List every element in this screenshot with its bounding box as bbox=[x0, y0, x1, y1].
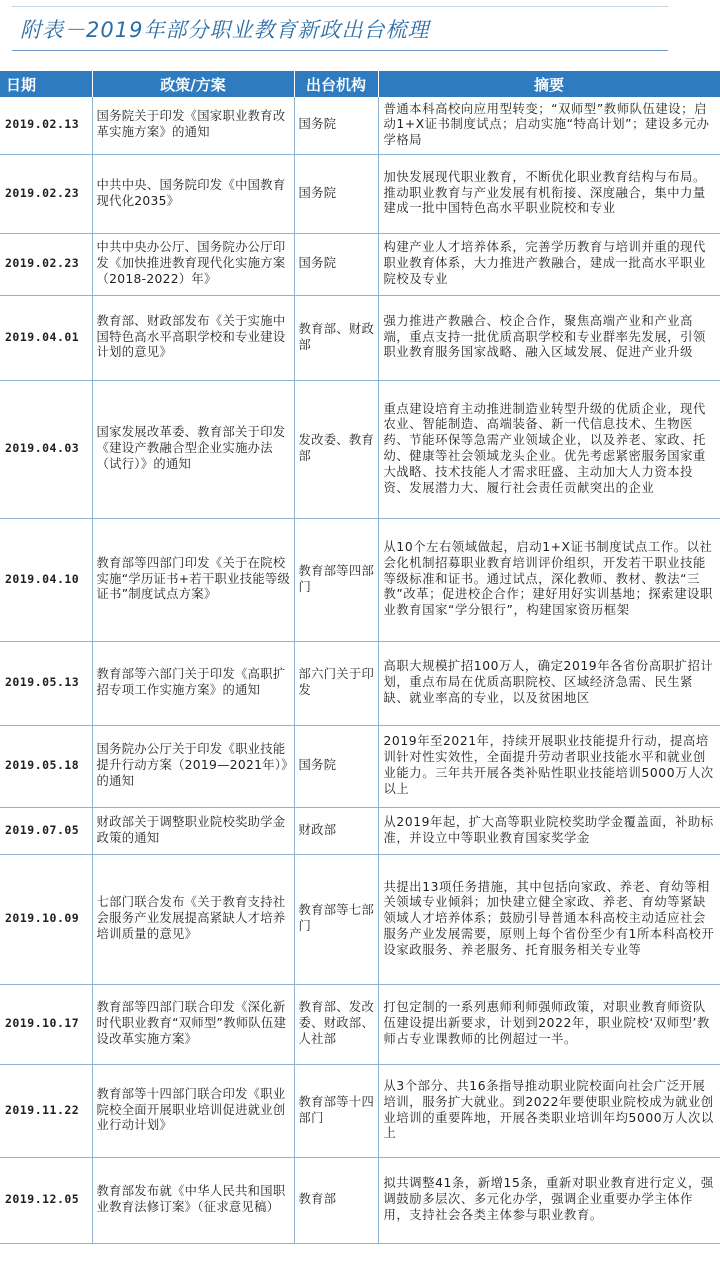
row-org: 教育部、发改委、财政部、人社部 bbox=[294, 984, 378, 1064]
row-date: 2019.07.05 bbox=[0, 807, 92, 854]
row-summary: 加快发展现代职业教育，不断优化职业教育结构与布局。推动职业教育与产业发展有机衔接、深度融合，集中力量建成一批中国特色高水平职业院校和专业 bbox=[378, 154, 720, 233]
table-row bbox=[0, 154, 720, 233]
table-row bbox=[0, 641, 720, 725]
table-row bbox=[0, 1157, 720, 1243]
row-summary: 普通本科高校向应用型转变；“双师型”教师队伍建设；启动1+X证书制度试点；启动实施“特高计划”；建设多元办学格局 bbox=[378, 97, 720, 154]
table-row bbox=[0, 295, 720, 380]
row-policy: 财政部关于调整职业院校奖助学金政策的通知 bbox=[92, 807, 294, 854]
table-row bbox=[0, 1064, 720, 1157]
row-date: 2019.10.09 bbox=[0, 854, 92, 984]
row-org: 国务院 bbox=[294, 725, 378, 807]
row-date: 2019.10.17 bbox=[0, 984, 92, 1064]
row-date: 2019.04.03 bbox=[0, 380, 92, 518]
row-date: 2019.04.10 bbox=[0, 518, 92, 641]
page-title: 附表－2019年部分职业教育新政出台梳理 bbox=[20, 18, 430, 42]
row-date: 2019.11.22 bbox=[0, 1064, 92, 1157]
row-date: 2019.12.05 bbox=[0, 1157, 92, 1243]
row-summary: 打包定制的一系列惠师利师强师政策，对职业教育师资队伍建设提出新要求，计划到2022年，职业院校‘双师型’教师占专业课教师的比例超过一半。 bbox=[378, 984, 720, 1064]
row-policy: 教育部等四部门联合印发《深化新时代职业教育“双师型”教师队伍建设改革实施方案》 bbox=[92, 984, 294, 1064]
row-summary: 从3个部分、共16条指导推动职业院校面向社会广泛开展培训，服务扩大就业。到2022年要使职业院校成为就业创业培训的重要阵地，开展各类职业培训年均5000万人次以上 bbox=[378, 1064, 720, 1157]
row-policy: 教育部等十四部门联合印发《职业院校全面开展职业培训促进就业创业行动计划》 bbox=[92, 1064, 294, 1157]
row-date: 2019.05.13 bbox=[0, 641, 92, 725]
header-policy: 政策/方案 bbox=[92, 71, 294, 97]
row-org: 国务院 bbox=[294, 154, 378, 233]
table-row bbox=[0, 97, 720, 154]
row-policy: 国务院关于印发《国家职业教育改革实施方案》的通知 bbox=[92, 97, 294, 154]
row-policy: 国家发展改革委、教育部关于印发《建设产教融合型企业实施办法（试行）》的通知 bbox=[92, 380, 294, 518]
row-summary: 2019年至2021年，持续开展职业技能提升行动，提高培训针对性实效性，全面提升劳动者职业技能水平和就业创业能力。三年共开展各类补贴性职业技能培训5000万人次以上 bbox=[378, 725, 720, 807]
row-policy: 中共中央办公厅、国务院办公厅印发《加快推进教育现代化实施方案（2018-2022）年》 bbox=[92, 233, 294, 295]
row-policy: 七部门联合发布《关于教育支持社会服务产业发展提高紧缺人才培养培训质量的意见》 bbox=[92, 854, 294, 984]
row-policy: 教育部等六部门关于印发《高职扩招专项工作实施方案》的通知 bbox=[92, 641, 294, 725]
row-summary: 构建产业人才培养体系，完善学历教育与培训并重的现代职业教育体系，大力推进产教融合，建成一批高水平职业院校及专业 bbox=[378, 233, 720, 295]
policy-table bbox=[0, 71, 720, 1244]
row-org: 教育部等四部门 bbox=[294, 518, 378, 641]
table-row bbox=[0, 725, 720, 807]
row-org: 发改委、教育部 bbox=[294, 380, 378, 518]
row-policy: 教育部发布就《中华人民共和国职业教育法修订案》（征求意见稿） bbox=[92, 1157, 294, 1243]
row-org: 教育部、财政部 bbox=[294, 295, 378, 380]
row-org: 教育部 bbox=[294, 1157, 378, 1243]
row-date: 2019.02.23 bbox=[0, 154, 92, 233]
row-summary: 高职大规模扩招100万人，确定2019年各省份高职扩招计划，重点布局在优质高职院校、区域经济急需、民生紧缺、就业率高的专业，以及贫困地区 bbox=[378, 641, 720, 725]
row-summary: 从2019年起，扩大高等职业院校奖助学金覆盖面，补助标准，并设立中等职业教育国家奖学金 bbox=[378, 807, 720, 854]
row-date: 2019.02.23 bbox=[0, 233, 92, 295]
row-summary: 共提出13项任务措施，其中包括向家政、养老、育幼等相关领域专业倾斜；加快建立健全家政、养老、育幼等紧缺领域人才培养体系；鼓励引导普通本科高校主动适应社会服务产业发展需要，原则上每个省份至少有1所本科高校开设家政服务、养老服务、托育服务相关专业等 bbox=[378, 854, 720, 984]
row-policy: 国务院办公厅关于印发《职业技能提升行动方案（2019—2021年）》的通知 bbox=[92, 725, 294, 807]
header-org: 出台机构 bbox=[294, 71, 378, 97]
table-row bbox=[0, 854, 720, 984]
row-date: 2019.05.18 bbox=[0, 725, 92, 807]
table-row bbox=[0, 807, 720, 854]
table-row bbox=[0, 233, 720, 295]
row-policy: 教育部等四部门印发《关于在院校实施“学历证书+若干职业技能等级证书”制度试点方案》 bbox=[92, 518, 294, 641]
table-row bbox=[0, 984, 720, 1064]
header-summary: 摘要 bbox=[378, 71, 720, 97]
table-header-row bbox=[0, 71, 720, 97]
row-org: 部六门关于印发 bbox=[294, 641, 378, 725]
row-policy: 教育部、财政部发布《关于实施中国特色高水平高职学校和专业建设计划的意见》 bbox=[92, 295, 294, 380]
row-summary: 从10个左右领域做起，启动1+X证书制度试点工作。以社会化机制招募职业教育培训评价组织，开发若干职业技能等级标准和证书。通过试点，深化教师、教材、教法“三教”改革；促进校企合作；建好用好实训基地；探索建设职业教育国家“学分银行”，构建国家资历框架 bbox=[378, 518, 720, 641]
row-date: 2019.04.01 bbox=[0, 295, 92, 380]
title-bottom-rule bbox=[12, 50, 668, 51]
row-org: 财政部 bbox=[294, 807, 378, 854]
row-summary: 强力推进产教融合、校企合作，聚焦高端产业和产业高端，重点支持一批优质高职学校和专业群率先发展，引领职业教育服务国家战略、融入区域发展、促进产业升级 bbox=[378, 295, 720, 380]
row-date: 2019.02.13 bbox=[0, 97, 92, 154]
row-summary: 拟共调整41条，新增15条，重新对职业教育进行定义，强调鼓励多层次、多元化办学，强调企业重要办学主体作用，支持社会各类主体参与职业教育。 bbox=[378, 1157, 720, 1243]
row-summary: 重点建设培育主动推进制造业转型升级的优质企业，现代农业、智能制造、高端装备、新一代信息技术、生物医药、节能环保等急需产业领域企业，以及养老、家政、托幼、健康等社会领域龙头企业。优先考虑紧密服务国家重大战略、技术技能人才需求旺盛、主动加大人力资本投资、发展潜力大、履行社会责任贡献突出的企业 bbox=[378, 380, 720, 518]
row-org: 国务院 bbox=[294, 233, 378, 295]
table-row bbox=[0, 518, 720, 641]
table-row bbox=[0, 380, 720, 518]
header-date: 日期 bbox=[0, 71, 92, 97]
title-area bbox=[0, 0, 720, 68]
row-org: 教育部等七部门 bbox=[294, 854, 378, 984]
row-org: 国务院 bbox=[294, 97, 378, 154]
row-org: 教育部等十四部门 bbox=[294, 1064, 378, 1157]
row-policy: 中共中央、国务院印发《中国教育现代化2035》 bbox=[92, 154, 294, 233]
title-top-rule bbox=[12, 6, 668, 7]
